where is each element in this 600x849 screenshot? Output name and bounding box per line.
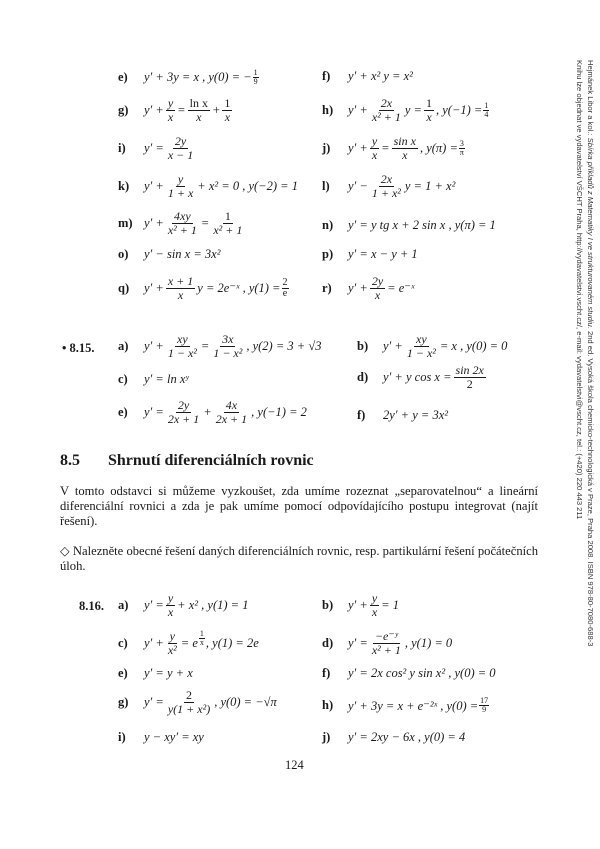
exercise-label: n) xyxy=(322,218,334,232)
fraction: $\frac{\text{sin x}}{x}$ xyxy=(393,134,416,162)
equation: y′ + 3y = x , y(0) = − xyxy=(144,70,252,84)
fraction: $\frac{\sin 2x}{2}$ xyxy=(455,363,484,391)
exercise-label: d) xyxy=(357,369,369,384)
equation-part: + x² = 0 , y(−2) = 1 xyxy=(197,178,298,193)
exercise-i xyxy=(118,135,197,161)
exercise-label: a) xyxy=(118,338,129,353)
exercise-label: f) xyxy=(322,69,331,83)
equation-part: y′ + xyxy=(144,338,164,353)
exercise-8-16-i xyxy=(118,730,204,745)
problem-number-8-15: • 8.15. xyxy=(62,341,95,355)
exercise-label: c) xyxy=(118,635,128,650)
equation: y − xy′ = xy xyxy=(144,730,204,744)
equation-part: y′ − xyxy=(348,178,368,193)
equation-part: y = 1 + x² xyxy=(404,178,456,193)
fraction: $\frac{y}{x}$ xyxy=(167,96,174,124)
exercise-o xyxy=(118,247,220,262)
exercise-8-15-d xyxy=(357,364,488,390)
exercise-k xyxy=(118,173,298,199)
fraction: $\frac{y}{\text{x²}}$ xyxy=(167,629,177,657)
equation-part: = x , y(0) = 0 xyxy=(439,338,508,353)
condition-fraction: $\frac{3}{\pi}$ xyxy=(459,138,464,157)
initial-condition: , y(1) = 2e xyxy=(205,635,259,650)
exercise-q xyxy=(118,275,290,301)
equation-part: + xyxy=(203,404,212,419)
fraction: $\frac{4xy}{\text{x² + 1}}$ xyxy=(167,209,197,237)
condition-fraction: $\frac{2}{e}$ xyxy=(282,276,288,299)
exercise-8-15-b xyxy=(357,333,507,359)
equation-part: y′ + xyxy=(144,280,164,295)
exercise-label: i) xyxy=(118,730,126,744)
equation-part: y′ + xyxy=(383,338,403,353)
equation-part: y = xyxy=(404,102,422,117)
exercise-l xyxy=(322,173,455,199)
section-title: Shrnutí diferenciálních rovnic xyxy=(108,452,314,469)
section-number: 8.5 xyxy=(60,452,80,469)
exercise-label: f) xyxy=(322,666,331,680)
equation-part: = e xyxy=(180,635,198,650)
condition-fraction: $\frac{1}{4}$ xyxy=(484,100,489,119)
exercise-label: e) xyxy=(118,70,128,84)
exercise-h xyxy=(322,97,490,123)
exercise-label: j) xyxy=(322,140,331,155)
equation: y′ = 2xy − 6x , y(0) = 4 xyxy=(348,730,466,744)
fraction: $\frac{1}{x}$ xyxy=(224,96,231,124)
exercise-label: a) xyxy=(118,597,129,612)
section-heading xyxy=(60,452,314,470)
exercise-g xyxy=(118,97,234,123)
exercise-8-16-c xyxy=(118,630,259,656)
initial-condition: , y(2) = 3 + √3 xyxy=(246,338,322,353)
equation: y′ + 3y = x + e⁻²ˣ , y(0) = xyxy=(348,698,479,713)
exercise-label: c) xyxy=(118,372,128,386)
equation-part: y′ + xyxy=(348,280,368,295)
exercise-label: h) xyxy=(322,102,334,117)
initial-condition: , y(π) = xyxy=(419,140,458,155)
equation-part: y = 2e⁻ˣ , y(1) = xyxy=(197,281,281,296)
initial-condition: , y(−1) = xyxy=(435,102,483,117)
initial-condition: , y(−1) = 2 xyxy=(251,404,307,419)
equation-part: y′ = xyxy=(144,404,164,419)
exercise-label: h) xyxy=(322,698,334,712)
exercise-8-16-g xyxy=(118,689,277,715)
equation-part: = xyxy=(381,140,390,155)
fraction: $\frac{2x}{\text{x² + 1}}$ xyxy=(371,96,401,124)
equation-part: y′ + xyxy=(144,178,164,193)
problem-number-8-16: 8.16. xyxy=(79,599,104,613)
citation-line-2: Knihu lze objednat ve vydavatelství VŠCHT Praha, http://vydavatelstvi.vscht.cz/, e-mail: vydavatelstvi@vscht.cz, tel.: (+420) 220 443 211 xyxy=(575,60,584,520)
equation-part: = e⁻ˣ xyxy=(387,281,415,296)
exercise-label: g) xyxy=(118,694,129,709)
exercise-8-16-b xyxy=(322,592,399,618)
exercise-m xyxy=(118,210,246,236)
exercise-label: e) xyxy=(118,666,128,680)
equation: y′ = x − y + 1 xyxy=(348,247,418,261)
fraction: $\frac{xy}{\text{1 − x²}}$ xyxy=(406,332,436,360)
exercise-label: k) xyxy=(118,178,130,193)
exercise-label: b) xyxy=(322,597,334,612)
equation-part: y′ + y cos x = xyxy=(383,369,452,384)
equation-part: y′ + xyxy=(348,140,368,155)
citation-line-1: Hejmánek Libor a kol.: Sbírka příkladů z Matematiky I ve strukturovaném studiu. 2nd ed. Vysoká škola chemicko-technologická v Praze, Praha 2008. ISBN 978-80-7080-688-3 xyxy=(586,60,595,647)
equation-part: + x² , y(1) = 1 xyxy=(177,597,249,612)
exercise-8-16-f xyxy=(322,666,496,681)
fraction: $\frac{xy}{\text{1 − x²}}$ xyxy=(167,332,197,360)
section-intro: V tomto odstavci si můžeme vyzkoušet, zda umíme rozeznat „separovatelnou“ a lineární diferenciální rovnici a zda je pak umíme pomocí odpovídajícího postupu integrovat (najít řešení). xyxy=(60,484,538,528)
equation: y′ = ln xʸ xyxy=(144,372,189,386)
exercise-8-15-c xyxy=(118,372,189,387)
fraction: $\frac{4x}{2x + 1}$ xyxy=(215,398,248,426)
exercise-8-16-d xyxy=(322,630,452,656)
equation-part: y′ + xyxy=(144,215,164,230)
exercise-8-16-j xyxy=(322,730,465,745)
exercise-label: f) xyxy=(357,408,366,422)
equation: y′ = 2x cos² y sin x² , y(0) = 0 xyxy=(348,666,496,680)
exercise-n xyxy=(322,218,496,233)
initial-condition: , y(1) = 0 xyxy=(404,635,453,650)
equation-part: y′ + xyxy=(144,102,164,117)
equation: y′ = y tg x + 2 sin x , y(π) = 1 xyxy=(348,218,496,232)
exercise-8-16-h xyxy=(322,697,490,714)
fraction: $\frac{y}{x}$ xyxy=(167,591,174,619)
exercise-label: g) xyxy=(118,102,129,117)
equation: 2y′ + y = 3x² xyxy=(383,408,448,422)
equation-part: = xyxy=(200,338,210,353)
equation-part: y′ + xyxy=(144,635,164,650)
fraction: $\frac{2y}{2x + 1}$ xyxy=(167,398,200,426)
equation-part: y′ = xyxy=(348,635,368,650)
exercise-label: l) xyxy=(322,178,330,193)
equation: y′ − sin x = 3x² xyxy=(144,247,221,261)
equation-part: + xyxy=(211,102,221,117)
exercise-8-15-f xyxy=(357,408,448,423)
condition-fraction: $\frac{1}{9}$ xyxy=(253,68,258,86)
fraction: $\frac{2y}{x - 1}$ xyxy=(167,134,194,162)
condition-fraction: $\frac{17}{9}$ xyxy=(480,696,489,714)
exercise-label: p) xyxy=(322,247,334,261)
equation: y′ = y + x xyxy=(144,666,193,680)
exercise-label: e) xyxy=(118,404,128,419)
exercise-label: d) xyxy=(322,635,334,650)
exponent-fraction: 1 x xyxy=(199,628,204,647)
fraction: $\frac{y}{x}$ xyxy=(371,591,378,619)
equation-part: y′ = xyxy=(144,140,164,155)
exercise-f xyxy=(322,69,413,84)
exercise-label: o) xyxy=(118,247,129,261)
citation-sidebar xyxy=(566,60,596,680)
fraction: $\frac{1}{x}$ xyxy=(425,96,432,124)
exercise-8-16-e xyxy=(118,666,193,681)
section-task: ◇ Nalezněte obecné řešení daných diferenciálních rovnic, resp. partikulární řešení počátečních úloh. xyxy=(60,544,538,573)
fraction: $\frac{2y}{x}$ xyxy=(371,274,384,302)
fraction: $\frac{y}{x}$ xyxy=(371,134,378,162)
equation-part: y′ + xyxy=(348,102,368,117)
fraction: $\frac{3x}{\text{1 − x²}}$ xyxy=(213,332,243,360)
exercise-label: r) xyxy=(322,280,332,295)
fraction: $\frac{x + 1}{x}$ xyxy=(167,274,194,302)
equation-part: = 1 xyxy=(381,597,399,612)
exercise-label: q) xyxy=(118,280,130,295)
exercise-j xyxy=(322,135,466,161)
exercise-label: j) xyxy=(322,730,331,744)
equation-part: = xyxy=(200,215,210,230)
exercise-8-16-a xyxy=(118,592,248,618)
fraction: $\frac{y}{1 + x}$ xyxy=(167,172,194,200)
exercise-8-15-a xyxy=(118,333,321,359)
equation-part: y′ + xyxy=(348,597,368,612)
fraction: $\frac{1}{\text{x² + 1}}$ xyxy=(213,209,243,237)
fraction: $\frac{\text{ln x}}{x}$ xyxy=(189,96,208,124)
exercise-8-15-e xyxy=(118,399,307,425)
exercise-r xyxy=(322,275,414,301)
exercise-e xyxy=(118,69,260,86)
initial-condition: , y(0) = −√π xyxy=(214,694,277,709)
equation-part: = xyxy=(177,102,186,117)
fraction: $\frac{2x}{\text{1 + x²}}$ xyxy=(371,172,401,200)
exercise-label: b) xyxy=(357,338,369,353)
exercise-label: m) xyxy=(118,215,133,230)
fraction: $\frac{2}{\text{y(1 + x²)}}$ xyxy=(167,688,211,716)
fraction: $\frac{\text{−e⁻ʸ}}{\text{x² + 1}}$ xyxy=(371,629,401,657)
equation-part: y′ = xyxy=(144,694,164,709)
page-number: 124 xyxy=(285,758,304,772)
exercise-label: i) xyxy=(118,140,126,155)
exercise-p xyxy=(322,247,418,262)
equation: y′ + x² y = x² xyxy=(348,69,413,83)
equation-part: y′ = xyxy=(144,597,164,612)
